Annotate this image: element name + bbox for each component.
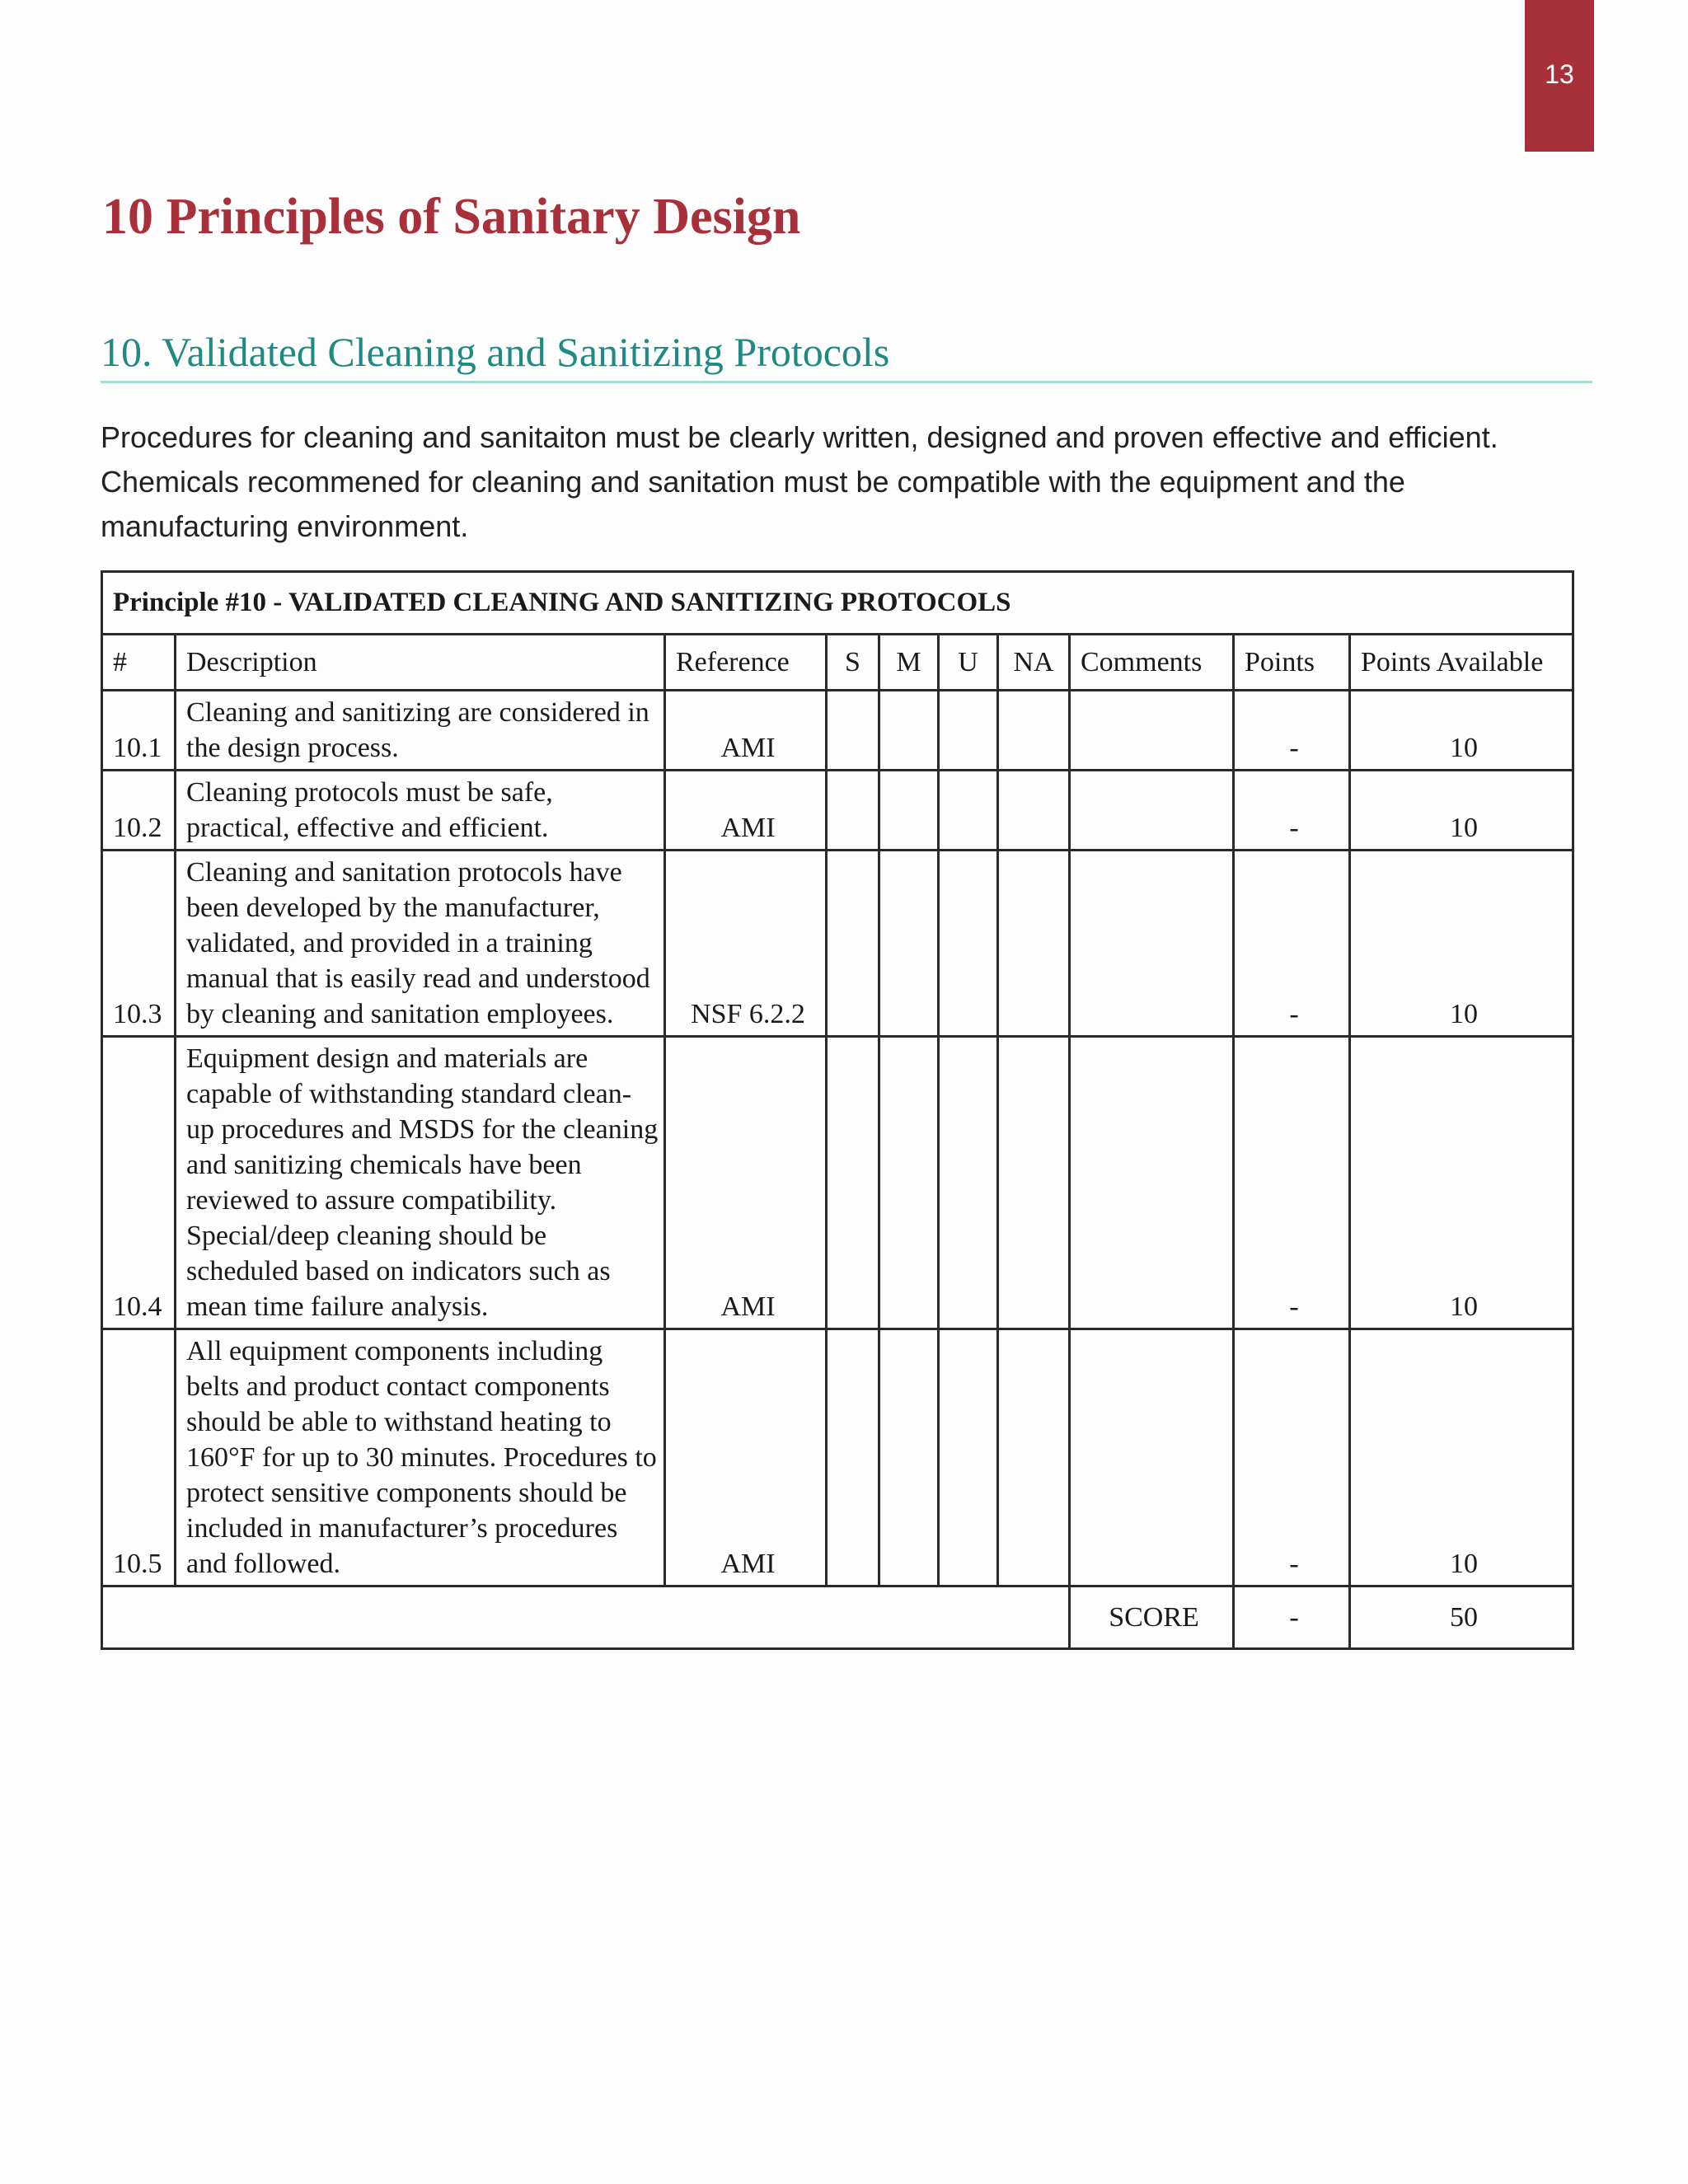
row-u-cell[interactable] (939, 771, 998, 851)
row-reference: AMI (665, 691, 827, 771)
document-title: 10 Principles of Sanitary Design (102, 189, 801, 245)
header-num: # (102, 635, 176, 691)
row-points: - (1234, 1037, 1350, 1329)
row-number: 10.1 (102, 691, 176, 771)
row-points-available: 10 (1350, 1329, 1573, 1586)
page-number-tab (1525, 0, 1594, 152)
row-description: Cleaning and sanitation protocols have been developed by the manufacturer, validated, and provided in a training manual that is easily read and understood by cleaning and sanitation employees. (176, 851, 665, 1037)
row-na-cell[interactable] (998, 851, 1070, 1037)
row-reference: NSF 6.2.2 (665, 851, 827, 1037)
table-title-row (102, 572, 1573, 635)
header-m: M (879, 635, 939, 691)
row-reference: AMI (665, 1329, 827, 1586)
row-description: Cleaning and sanitizing are considered in the design process. (176, 691, 665, 771)
row-number: 10.4 (102, 1037, 176, 1329)
table-title: Principle #10 - VALIDATED CLEANING AND SANITIZING PROTOCOLS (102, 572, 1573, 635)
table-row (102, 1037, 1573, 1329)
row-number: 10.2 (102, 771, 176, 851)
row-u-cell[interactable] (939, 851, 998, 1037)
row-s-cell[interactable] (827, 1037, 879, 1329)
row-s-cell[interactable] (827, 691, 879, 771)
row-points: - (1234, 851, 1350, 1037)
row-description: Cleaning protocols must be safe, practical, effective and efficient. (176, 771, 665, 851)
table-header-row (102, 635, 1573, 691)
row-reference: AMI (665, 1037, 827, 1329)
row-comments-cell[interactable] (1070, 1329, 1234, 1586)
score-spacer-cell (102, 1586, 1070, 1649)
header-reference: Reference (665, 635, 827, 691)
header-u: U (939, 635, 998, 691)
row-reference: AMI (665, 771, 827, 851)
row-s-cell[interactable] (827, 851, 879, 1037)
section-title: 10. Validated Cleaning and Sanitizing Protocols (101, 329, 890, 375)
row-s-cell[interactable] (827, 1329, 879, 1586)
row-na-cell[interactable] (998, 1037, 1070, 1329)
score-label: SCORE (1070, 1586, 1234, 1649)
row-description: All equipment components including belts and product contact components should be able to withstand heating to 160°F for up to 30 minutes. Procedures to protect sensitive components should be included in manufacturer’s procedures and followed. (176, 1329, 665, 1586)
table-row (102, 691, 1573, 771)
header-na: NA (998, 635, 1070, 691)
section-header (101, 328, 1592, 383)
row-m-cell[interactable] (879, 771, 939, 851)
score-row (102, 1586, 1573, 1649)
header-description: Description (176, 635, 665, 691)
row-points: - (1234, 771, 1350, 851)
row-comments-cell[interactable] (1070, 851, 1234, 1037)
row-m-cell[interactable] (879, 691, 939, 771)
row-comments-cell[interactable] (1070, 771, 1234, 851)
row-u-cell[interactable] (939, 691, 998, 771)
row-points: - (1234, 691, 1350, 771)
intro-paragraph: Procedures for cleaning and sanitaiton must be clearly written, designed and proven effective and efficient. Chemicals recommened for cleaning and sanitation must be compatible with the equipment and the manufacturing environment. (101, 420, 1498, 543)
table-row (102, 771, 1573, 851)
header-s: S (827, 635, 879, 691)
score-points-available: 50 (1350, 1586, 1573, 1649)
row-na-cell[interactable] (998, 771, 1070, 851)
table-row (102, 1329, 1573, 1586)
page-number: 13 (1545, 59, 1574, 89)
row-points-available: 10 (1350, 851, 1573, 1037)
header-comments: Comments (1070, 635, 1234, 691)
row-comments-cell[interactable] (1070, 1037, 1234, 1329)
score-points: - (1234, 1586, 1350, 1649)
row-na-cell[interactable] (998, 691, 1070, 771)
row-number: 10.5 (102, 1329, 176, 1586)
header-points-available: Points Available (1350, 635, 1573, 691)
row-u-cell[interactable] (939, 1037, 998, 1329)
row-number: 10.3 (102, 851, 176, 1037)
row-points: - (1234, 1329, 1350, 1586)
principle-checklist-table (101, 570, 1574, 1650)
row-na-cell[interactable] (998, 1329, 1070, 1586)
row-comments-cell[interactable] (1070, 691, 1234, 771)
row-u-cell[interactable] (939, 1329, 998, 1586)
row-points-available: 10 (1350, 691, 1573, 771)
row-m-cell[interactable] (879, 1037, 939, 1329)
row-description: Equipment design and materials are capable of withstanding standard clean-up procedures and MSDS for the cleaning and sanitizing chemicals have been reviewed to assure compatibility. Special/deep cleaning should be scheduled based on indicators such as mean time failure analysis. (176, 1037, 665, 1329)
row-points-available: 10 (1350, 1037, 1573, 1329)
row-m-cell[interactable] (879, 1329, 939, 1586)
header-points: Points (1234, 635, 1350, 691)
row-points-available: 10 (1350, 771, 1573, 851)
table-row (102, 851, 1573, 1037)
row-m-cell[interactable] (879, 851, 939, 1037)
row-s-cell[interactable] (827, 771, 879, 851)
